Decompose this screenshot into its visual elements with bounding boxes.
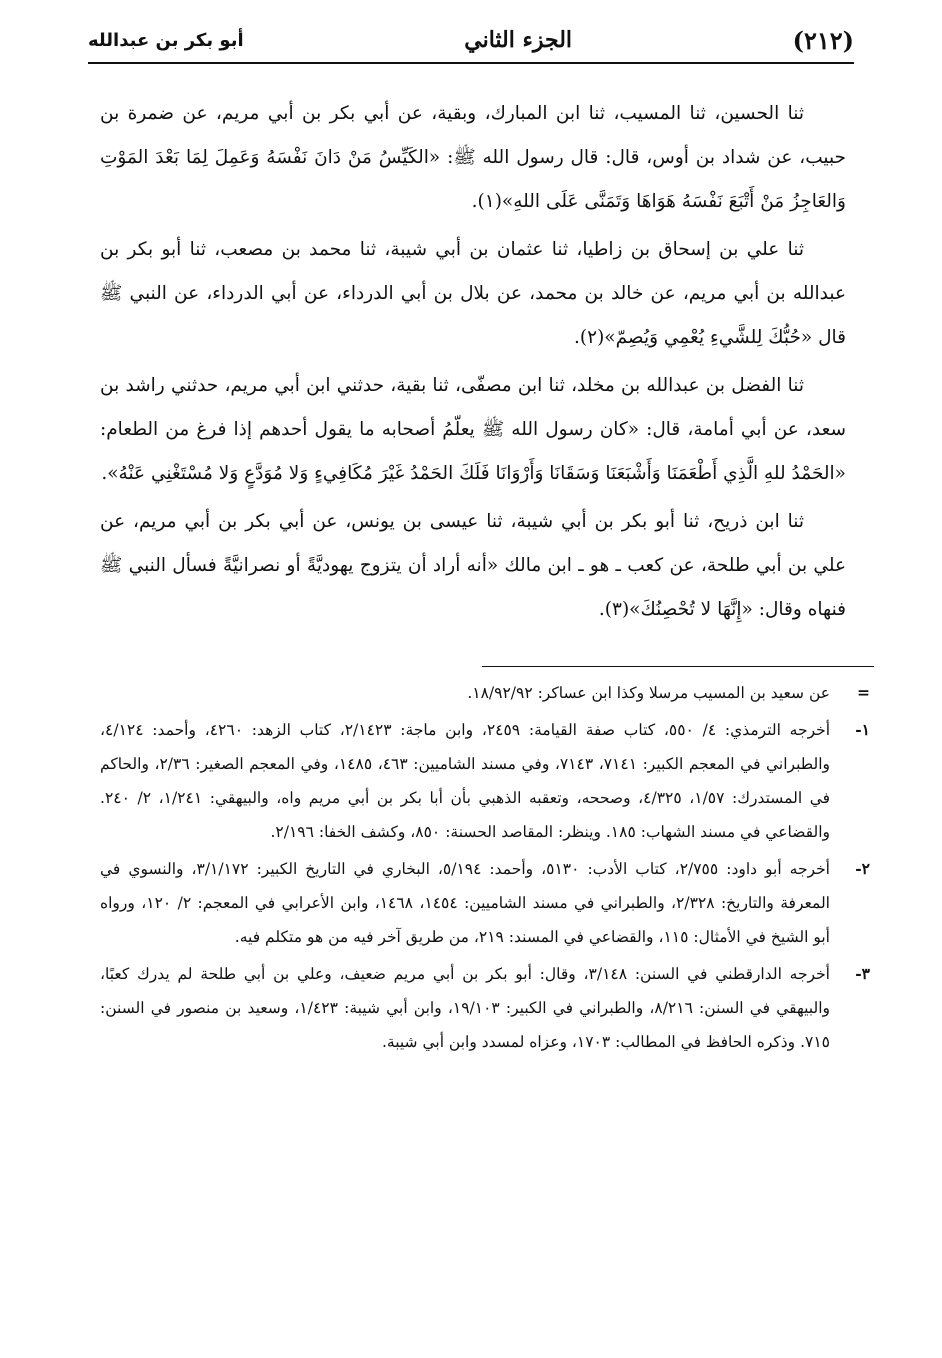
hadith-paragraph: ثنا ابن ذريح، ثنا أبو بكر بن أبي شيبة، ثنا عيسى بن يونس، عن أبي بكر بن أبي مريم، عن علي بن أبي طلحة، عن كعب ـ هو ـ ابن مالك «أنه أراد أن يتزوج يهوديَّةً أو نصرانيَّةً فسأل النبي ﷺ فنهاه وقال: «إِنَّهَا لا تُحْصِنُكَ»(٣). bbox=[100, 511, 846, 620]
footnote-number: ٢- bbox=[855, 859, 870, 878]
hadith-paragraph: ثنا الفضل بن عبدالله بن مخلد، ثنا ابن مصفّى، ثنا بقية، حدثني ابن أبي مريم، حدثني راشد بن سعد، عن أبي أمامة، قال: «كان رسول الله ﷺ يعلّمُ أصحابه ما يقول أحدهم إذا فرغ من الطعام: «الحَمْدُ للهِ الَّذِي أَطْعَمَنَا وَأَشْبَعَنَا وَسَقَانَا وَأَرْوَانَا فَلَكَ الحَمْدُ غَيْرَ مُكَافِيءٍ وَلا مُوَدَّعٍ وَلا مُسْتَغْنِي عَنْهُ». bbox=[100, 375, 846, 484]
footnote-text: أخرجه الترمذي: ٤/ ٥٥٠، كتاب صفة القيامة: ٢٤٥٩، وابن ماجة: ٢/١٤٢٣، كتاب الزهد: ٤٢٦٠، وأحمد: ٤/١٢٤، والطبراني في المعجم الكبير: ٧١٤١، ٧١٤٣، وفي مسند الشاميين: ٤٦٣، ١٤٨٥، وفي المعجم الصغير: ٢/٣٦، والحاكم في المستدرك: ١/٥٧، ٤/٣٢٥، وصححه، وتعقبه الذهبي بأن أبا بكر بن أبي مريم واه، والبيهقي: ١/٢٤١، ٢/ ٢٤٠. والقضاعي في مسند الشهاب: ١٨٥. وينظر: المقاصد الحسنة: ٨٥٠، وكشف الخفا: ٢/١٩٦. bbox=[100, 721, 831, 841]
footnote-text: أخرجه أبو داود: ٢/٧٥٥، كتاب الأدب: ٥١٣٠، وأحمد: ٥/١٩٤، البخاري في التاريخ الكبير: ٣/١/١٧٢، والنسوي في المعرفة والتاريخ: ٢/٣٢٨، والطبراني في مسند الشاميين: ١٤٥٤، ١٤٦٨، وابن الأعرابي في المعجم: ٢/ ١٢٠، ورواه أبو الشيخ في الأمثال: ١١٥، والقضاعي في المسند: ٢١٩، من طريق آخر فيه من هو متكلم فيه. bbox=[100, 860, 830, 946]
footnote-separator bbox=[482, 666, 874, 667]
footnote bbox=[100, 676, 870, 710]
footnote bbox=[100, 713, 870, 849]
footnote-text: أخرجه الدارقطني في السنن: ٣/١٤٨، وقال: أبو بكر بن أبي مريم ضعيف، وعلي بن أبي طلحة لم يدرك كعبًا، والبيهقي في السنن: ٨/٢١٦، والطبراني في الكبير: ١٩/١٠٣، وابن أبي شيبة: ١/٤٢٣، وسعيد بن منصور في السنن: ٧١٥. وذكره الحافظ في المطالب: ١٧٠٣، وعزاه لمسدد وابن أبي شيبة. bbox=[100, 965, 831, 1051]
hadith-paragraph: ثنا الحسين، ثنا المسيب، ثنا ابن المبارك، وبقية، عن أبي بكر بن أبي مريم، عن ضمرة بن حبيب، عن شداد بن أوس، قال: قال رسول الله ﷺ: «الكَيِّسُ مَنْ دَانَ نَفْسَهُ وَعَمِلَ لِمَا بَعْدَ المَوْتِ وَالعَاجِزُ مَنْ أَتْبَعَ نَفْسَهُ هَوَاهَا وَتَمَنَّى عَلَى اللهِ»(١). bbox=[100, 103, 846, 212]
footnote-number: = bbox=[857, 683, 870, 702]
footnote-number: ٣- bbox=[855, 964, 870, 983]
page-number: (٢١٢) bbox=[792, 25, 854, 55]
volume-title: الجزء الثاني bbox=[464, 27, 573, 53]
main-text bbox=[100, 92, 846, 636]
footnote-number: ١- bbox=[855, 720, 870, 739]
footnote-text: عن سعيد بن المسيب مرسلا وكذا ابن عساكر: ١٨/٩٢/٩٢. bbox=[467, 684, 830, 702]
hadith-paragraph: ثنا علي بن إسحاق بن زاطيا، ثنا عثمان بن أبي شيبة، ثنا محمد بن مصعب، ثنا أبو بكر بن عبدالله بن أبي مريم، عن خالد بن محمد، عن بلال بن أبي الدرداء، عن أبي الدرداء، عن النبي ﷺ قال «حُبُّكَ لِلشَّيءِ يُعْمِي وَيُصِمّ»(٢). bbox=[100, 239, 846, 348]
footnote bbox=[100, 957, 870, 1059]
page-header bbox=[88, 18, 854, 64]
footnotes bbox=[100, 676, 870, 1062]
footnote bbox=[100, 852, 870, 954]
running-head-author: أبو بكر بن عبدالله bbox=[88, 29, 244, 51]
